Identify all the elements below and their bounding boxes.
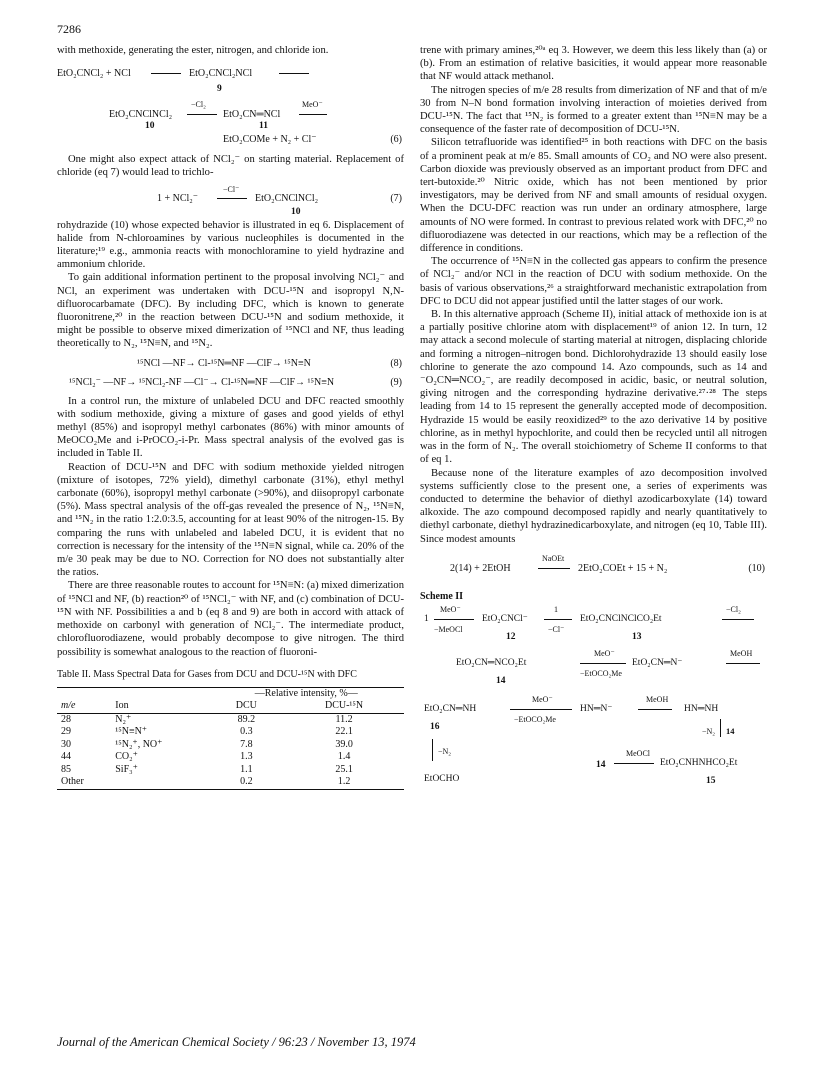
table-cell: 89.2 xyxy=(237,713,256,725)
compound-label: 9 xyxy=(217,84,222,95)
reaction-arrow xyxy=(614,763,654,764)
table-cell: N₂⁺ xyxy=(115,713,132,725)
paragraph: To gain additional information pertinent to the proposal involving NCl₂⁻ and NCl, an experiment was undertaken with DCU-¹⁵N and isopropyl N,N-difluorocarbamate (DFC). By including DFC, which is known to generate fluoronitrene,²⁰ in the reaction between DCU-¹⁵N and sodium methoxide, it might be possible to observe mixed dimerization of ¹⁵NCl and NF, thus leading theoretically to N₂, ¹⁵N≡N, and ¹⁵N₂. xyxy=(57,272,404,350)
eq-term: 2EtO₂COEt + 15 + N₂ xyxy=(578,562,668,574)
scheme-ii xyxy=(420,603,767,813)
reaction-arrow xyxy=(726,663,760,664)
table-cell: 29 xyxy=(61,726,71,738)
reaction-arrow xyxy=(722,619,754,620)
left-column xyxy=(57,44,404,790)
equation-number: (7) xyxy=(390,192,402,204)
arrow-label: −Cl₂ xyxy=(191,100,206,110)
reaction-arrow xyxy=(720,719,721,737)
paragraph: In a control run, the mixture of unlabeled DCU and DFC reacted smoothly with sodium methoxide, giving a mixture of gases and good yields of ethyl methyl (85%) and isopropyl methyl carbonates (86%) with minor amounts of MeOCO₂Me and i-PrOCO₂-i-Pr. Mass spectral analysis of the evolved gas is included in Table II. xyxy=(57,395,404,460)
paragraph: There are three reasonable routes to account for ¹⁵N≡N: (a) mixed dimerization of ¹⁵NCl and NF, (b) reaction²⁰ of ¹⁵NCl₂⁻ with NF, and (c) combination of DCU-¹⁵N with NF. Possibilities a and b (eq 8 and 9) are both in accord with attack of methoxide on carbonyl with generation of NCl₂⁻. The intermediate product, chlorofluorodiazene, would probably decompose to give nitrogen. The third possibility is somewhat analogous to the reaction of fluoroni- xyxy=(57,580,404,658)
table-header: DCU-¹⁵N xyxy=(324,700,364,712)
arrow-label: −Cl⁻ xyxy=(548,624,565,634)
equation-number: (9) xyxy=(390,376,402,388)
scheme-term: 1 xyxy=(424,613,429,624)
arrow-label: 1 xyxy=(554,604,558,614)
table-cell: Other xyxy=(61,776,84,788)
scheme-title: Scheme II xyxy=(420,590,464,602)
table-cell: 0.3 xyxy=(240,726,253,738)
scheme-term: HN═N⁻ xyxy=(580,703,613,714)
equation-number: (8) xyxy=(390,357,402,369)
eq-term: 2(14) + 2EtOH xyxy=(450,562,511,574)
reaction-arrow xyxy=(187,114,217,115)
paragraph: Reaction of DCU-¹⁵N and DFC with sodium methoxide yielded nitrogen (mixture of isotopes, 72% yield), dimethyl carbonate (31%), ethyl methyl carbonate (60%), isopropyl methyl carbonate (>90%), and diisopropyl carbonate (5%). Mass spectral analysis of the off-gas revealed the presence of N₂, ¹⁵N≡N, and ¹⁵N₂ in the ratio 1:2.0:3.5, accounting for at least 90% of the nitrogen-15. By comparing the runs with unlabeled and labeled DCU, it is evident that no correction is necessary for the intensity of the ¹⁵N≡N signal, while ca. 20% of the m/e 30 peak may be due to NO. Correction for NO does not substantially alter the ratios. xyxy=(57,461,404,579)
table-row xyxy=(57,764,404,777)
eq-term: EtO₂CN═NCl xyxy=(223,109,281,121)
equation-7 xyxy=(57,186,404,216)
compound-label: 10 xyxy=(145,121,155,132)
table-row xyxy=(57,776,404,789)
eq-term: EtO₂CNCl₂NCl xyxy=(189,68,253,80)
arrow-label: MeOCl xyxy=(626,748,650,758)
table-cell xyxy=(111,776,208,789)
arrow-label: −EtOCO₂Me xyxy=(514,714,556,724)
compound-label: 13 xyxy=(632,631,642,642)
arrow-label: −N₂ xyxy=(702,726,716,736)
compound-label: 14 xyxy=(726,725,735,736)
scheme-term: EtO₂CNClNClCO₂Et xyxy=(580,613,662,624)
arrow-label: MeOH xyxy=(646,694,669,704)
equation-10 xyxy=(420,554,767,578)
paragraph: The occurrence of ¹⁵N≡N in the collected gas appears to confirm the presence of NCl₂⁻ and/or NCl in the reaction of DCU with sodium methoxide. On the basis of various observations,²⁶ a straightforward mechanistic extrapolation from DFC to DCU did not appear justified until the latter stages of our work. xyxy=(420,256,767,307)
paragraph: The nitrogen species of m/e 28 results from dimerization of NF and that of m/e 30 from N–N bond formation involving interaction of moieties derived from DCU-¹⁵N. The fact that ¹⁵N₂ is formed to a greater extent than ¹⁵N≡N may be a consequence of the faster rate of decomposition of DCU-¹⁵N. xyxy=(420,84,767,136)
arrow-label: −EtOCO₂Me xyxy=(580,668,622,678)
reaction-arrow xyxy=(434,619,474,620)
arrow-label: −N₂ xyxy=(438,746,452,756)
eq-term: ¹⁵NCl₂⁻ —NF→ ¹⁵NCl₂-NF —Cl⁻→ Cl-¹⁵N═NF —ClF→ ¹⁵N≡N xyxy=(69,376,335,388)
table-cell: 1.4 xyxy=(337,751,351,763)
compound-label: 12 xyxy=(506,631,516,642)
table-cell: 28 xyxy=(61,713,71,725)
arrow-label: MeO⁻ xyxy=(594,648,615,658)
reaction-arrow xyxy=(510,709,572,710)
page-number: 7286 xyxy=(57,22,81,36)
table-cell: ¹⁵N≡N⁺ xyxy=(115,726,148,738)
reaction-arrow xyxy=(638,709,672,710)
arrow-label: −Cl₂ xyxy=(726,604,741,614)
scheme-term: EtOCHO xyxy=(424,773,460,784)
equation-8 xyxy=(57,357,404,373)
arrow-label: MeO⁻ xyxy=(440,604,461,614)
reaction-arrow xyxy=(151,73,181,74)
eq-term: 1 + NCl₂⁻ xyxy=(157,192,199,204)
reaction-arrow xyxy=(432,739,433,761)
table-header: Ion xyxy=(115,700,129,712)
table-cell: ¹⁵N₂⁺, NO⁺ xyxy=(115,738,163,750)
reaction-arrow xyxy=(299,114,327,115)
table-row xyxy=(57,713,404,726)
table-header: DCU xyxy=(235,700,257,712)
compound-label: 14 xyxy=(496,675,506,686)
mass-spectral-table xyxy=(57,687,404,790)
reaction-arrow xyxy=(538,568,570,569)
table-header: m/e xyxy=(61,700,76,712)
journal-footer: Journal of the American Chemical Society / 96:23 / November 13, 1974 xyxy=(57,1035,416,1049)
equation-9 xyxy=(57,376,404,392)
scheme-term: EtO₂CN═N⁻ xyxy=(632,657,683,668)
paragraph: One might also expect attack of NCl₂⁻ on starting material. Replacement of chloride (eq 7) would lead to trichlo- xyxy=(57,154,404,179)
table-cell: 1.1 xyxy=(240,763,253,775)
compound-label: 16 xyxy=(430,721,440,732)
paragraph: with methoxide, generating the ester, nitrogen, and chloride ion. xyxy=(57,45,329,56)
paragraph: B. In this alternative approach (Scheme II), initial attack of methoxide ion is at a partially positive chlorine atom with displacement¹⁹ of anion 12. In turn, 12 may attack a second molecule of starting material at nitrogen, displacing chloride and forming a nitrogen–nitrogen bond. Dichlorohydrazide 13 should easily lose chlorine to generate the azo compound 14. Azo compounds, such as 14 and ⁻O₂CN═NCO₂⁻, are readily decomposed in acidic, basic, or neutral solution, giving nitrogen and the corresponding hydrazine derivative.²⁷·²⁸ The steps leading from 14 to 15 represent the generally accepted mode of decomposition. Hydrazide 15 would be easily reoxidized²⁹ to the azo derivative 14 by positive chlorine, as in methyl hypochlorite, and could then be recycled until all nitrogen was in the form of N₂. The overall stoichiometry of Scheme II conforms to that of eq 1. xyxy=(420,309,767,466)
arrow-label: −MeOCl xyxy=(434,624,463,634)
scheme-term: EtO₂CNCl⁻ xyxy=(482,613,528,624)
paragraph: trene with primary amines,²⁰ᵃ eq 3. However, we deem this less likely than (a) or (b). From an estimation of relative basicities, it would appear more reasonable that NF would attack methanol. xyxy=(420,45,767,83)
compound-label: 14 xyxy=(596,759,606,770)
right-column xyxy=(420,44,767,813)
paragraph: Because none of the literature examples of azo decomposition involved systems sufficiently close to the present one, a series of experiments was conducted to determine the behavior of diethyl azodicarboxylate (14) toward alkoxide. The azo compound decomposed rapidly and nearly quantitatively to diethyl carbonate, diethyl hydrazinedicarboxylate, and nitrogen (eq 10, Table III). Since modest amounts xyxy=(420,467,767,545)
scheme-term: EtO₂CNHNHCO₂Et xyxy=(660,757,738,768)
table-cell: 1.3 xyxy=(240,751,253,763)
equation-number: (6) xyxy=(390,134,402,146)
scheme-term: HN═NH xyxy=(684,703,719,714)
scheme-term: EtO₂CN═NCO₂Et xyxy=(456,657,527,668)
table-row xyxy=(57,726,404,739)
scheme-term: EtO₂CN═NH xyxy=(424,703,477,714)
equation-6a xyxy=(57,67,404,97)
arrow-label: MeOH xyxy=(730,648,753,658)
paragraph: Silicon tetrafluoride was identified²⁵ in both reactions with DFC on the basis of a prominent peak at m/e 85. Small amounts of CO₂ and NO were also present. Carbon dioxide was previously observed as an important product from DFC and tert-butoxide.²⁰ Nitric oxide, which has not been mentioned by prior investigators, may be derived from NF and small amounts of residual oxygen. When the DCU-DFC reaction was run under an ordinary atmosphere, large amounts of NO were formed. In contrast to previous related work with DFC,²⁰ no difluorodiazene was detected in our reactions, which may be a reflection of the difference in conditions. xyxy=(420,137,767,255)
eq-term: EtO₂CNCl₂ + NCl xyxy=(57,68,131,80)
reaction-arrow xyxy=(217,198,247,199)
reaction-arrow xyxy=(279,73,309,74)
table-cell: 85 xyxy=(61,763,71,775)
equation-6c xyxy=(57,133,404,149)
table-cell: 44 xyxy=(61,751,71,763)
table-cell: 1.2 xyxy=(337,776,351,788)
compound-label: 11 xyxy=(259,121,268,132)
table-cell: 39.0 xyxy=(335,738,353,750)
eq-term: EtO₂CNClNCl₂ xyxy=(255,192,319,204)
table-row xyxy=(57,751,404,764)
compound-label: 15 xyxy=(706,775,716,786)
paragraph: rohydrazide (10) whose expected behavior is illustrated in eq 6. Displacement of halide from N-chloroamines by various nucleophiles is documented in the literature;¹⁹ e.g., ammonia reacts with monochloramine to yield hydrazine and ammonium chloride. xyxy=(57,219,404,271)
table-cell: 7.8 xyxy=(240,738,253,750)
table-cell: 25.1 xyxy=(335,763,353,775)
eq-term: EtO₂COMe + N₂ + Cl⁻ xyxy=(223,134,317,146)
arrow-label: MeO⁻ xyxy=(532,694,553,704)
eq-term: EtO₂CNClNCl₂ xyxy=(109,109,173,121)
table-group-header: —Relative intensity, %— xyxy=(254,687,358,699)
arrow-label: NaOEt xyxy=(542,553,565,563)
arrow-label: −Cl⁻ xyxy=(223,184,240,194)
table-cell: SiF₃⁺ xyxy=(115,763,138,775)
table-cell: 22.1 xyxy=(335,726,353,738)
reaction-arrow xyxy=(544,619,572,620)
table-row xyxy=(57,739,404,752)
compound-label: 10 xyxy=(291,206,301,217)
equation-number: (10) xyxy=(748,562,765,574)
table-cell: 30 xyxy=(61,738,71,750)
arrow-label: MeO⁻ xyxy=(302,100,323,110)
table-caption: Table II. Mass Spectral Data for Gases from DCU and DCU-¹⁵N with DFC xyxy=(57,668,357,680)
eq-term: ¹⁵NCl —NF→ Cl-¹⁵N═NF —ClF→ ¹⁵N≡N xyxy=(137,357,311,369)
reaction-arrow xyxy=(580,663,626,664)
table-cell: CO₂⁺ xyxy=(115,751,138,763)
table-cell: 11.2 xyxy=(335,713,353,725)
table-cell: 0.2 xyxy=(240,776,253,788)
equation-6b xyxy=(57,100,404,130)
